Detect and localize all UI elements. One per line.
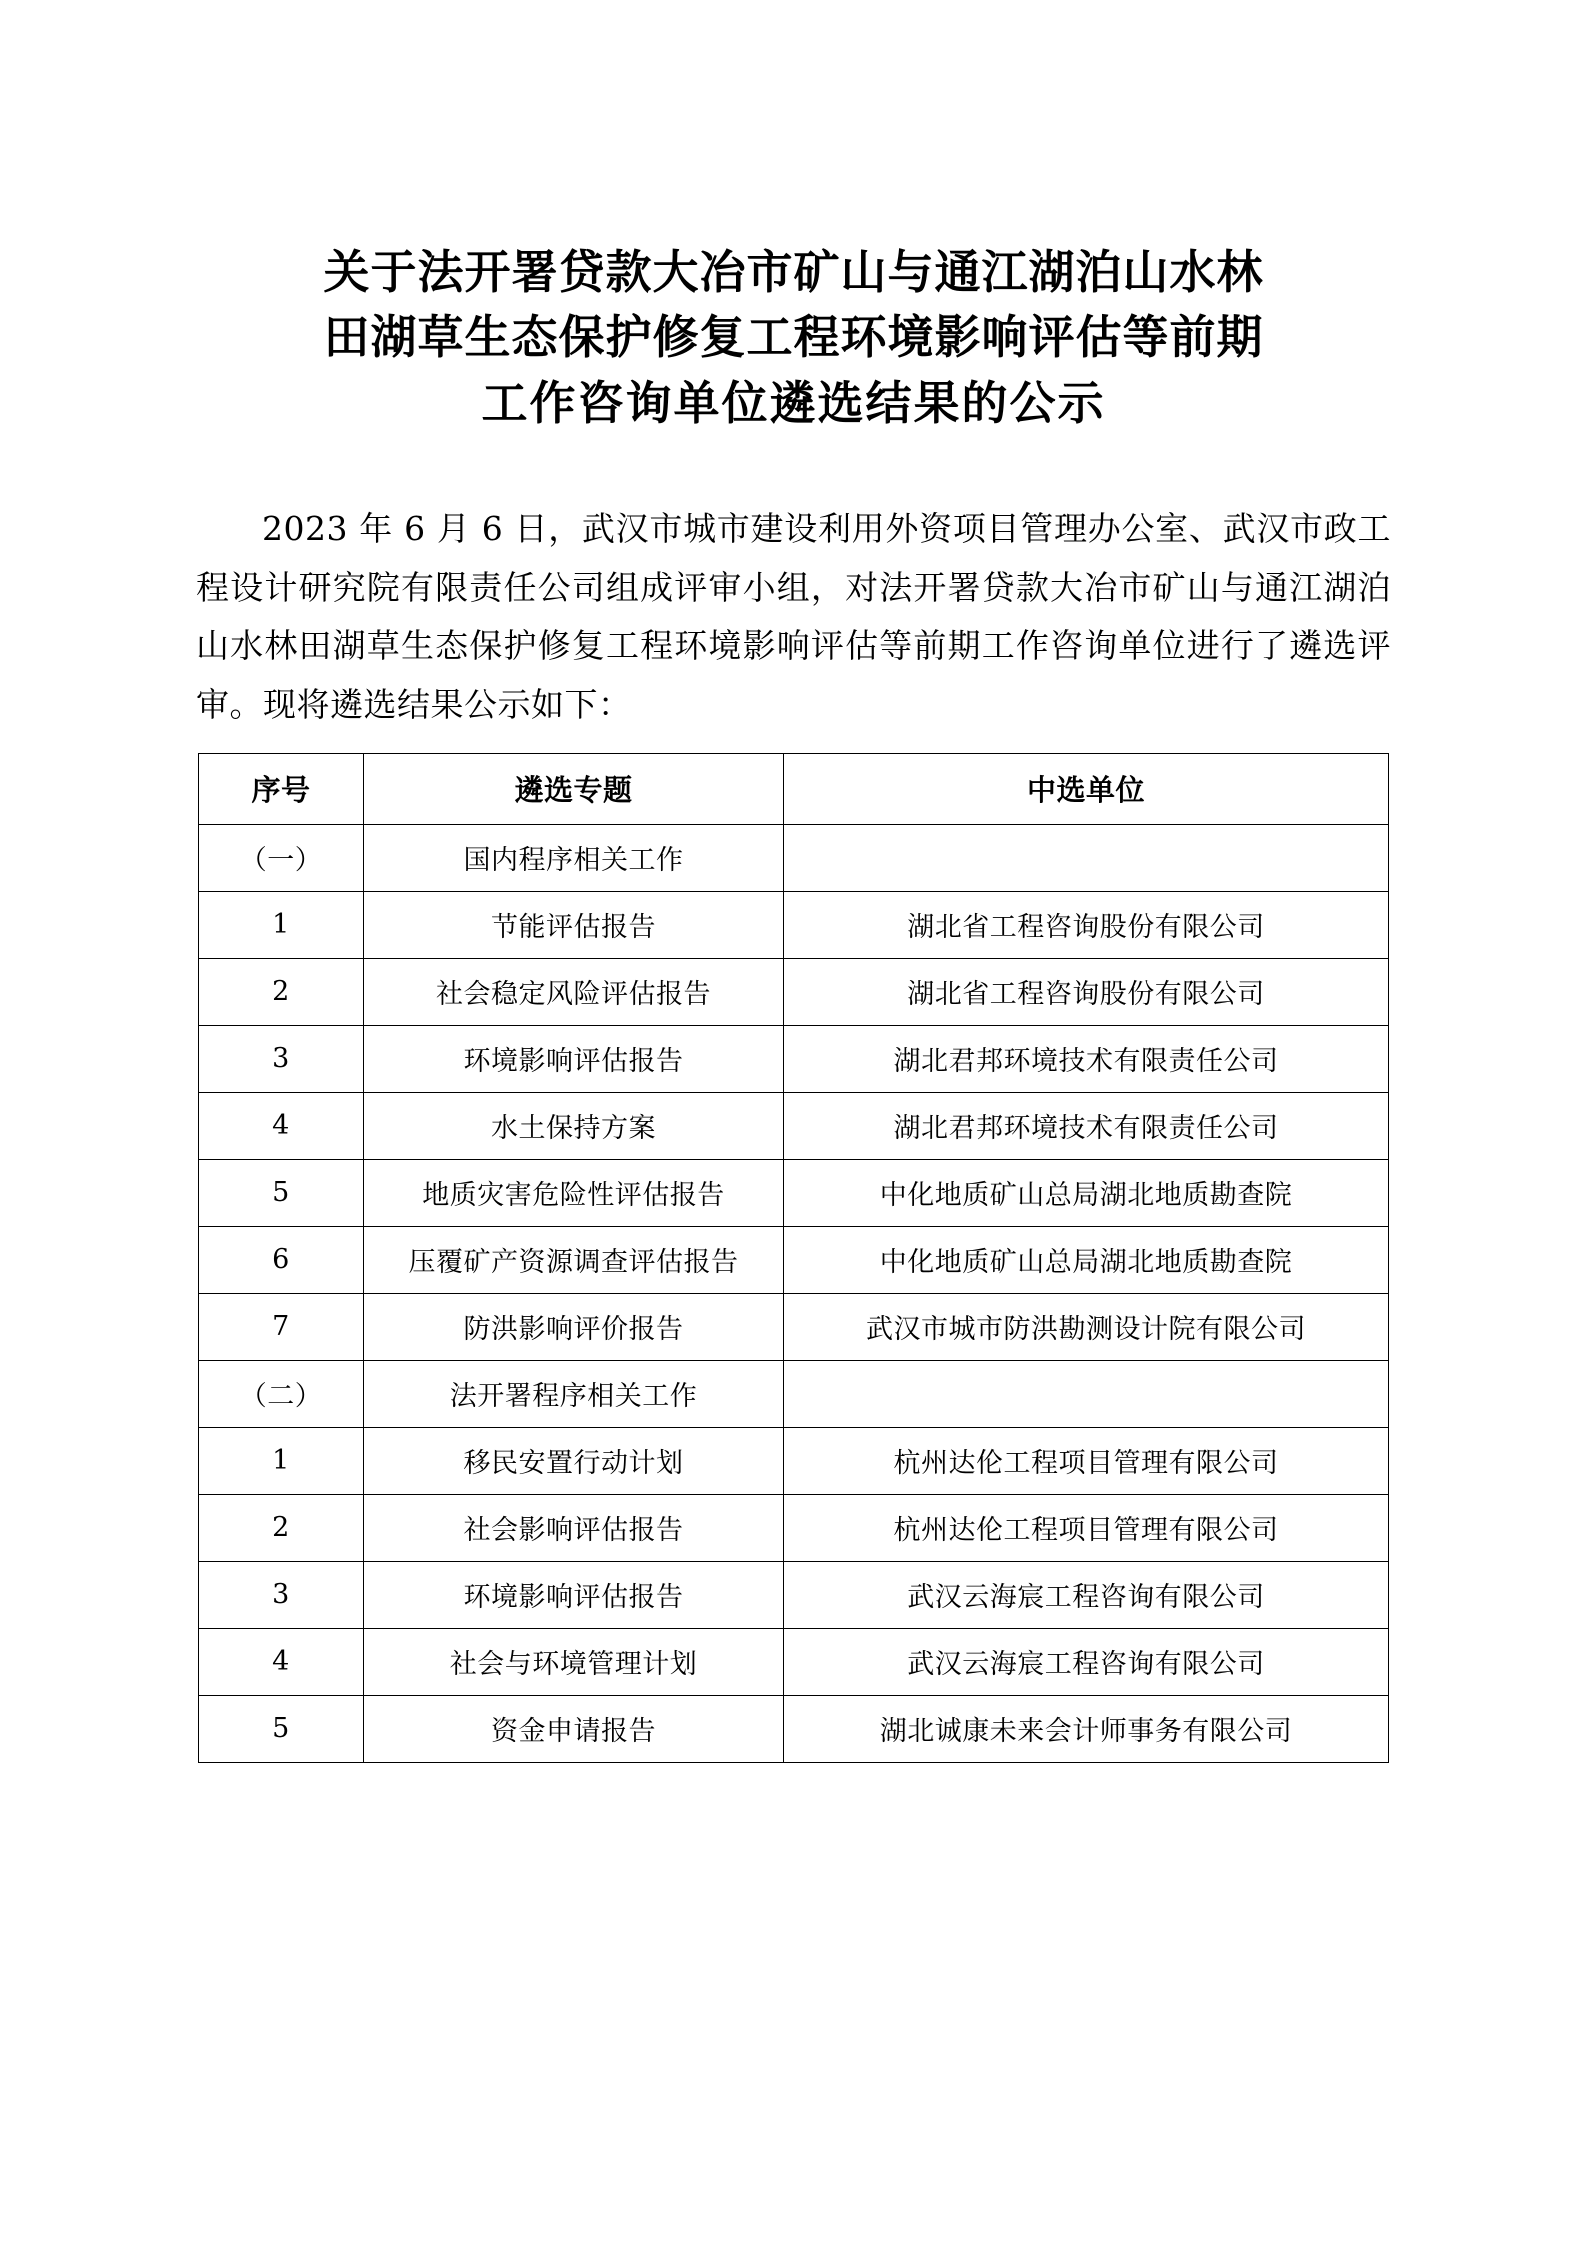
cell-unit: [784, 824, 1389, 891]
cell-no: 2: [199, 958, 364, 1025]
column-header-unit: 中选单位: [784, 753, 1389, 824]
cell-unit: 湖北君邦环境技术有限责任公司: [784, 1092, 1389, 1159]
column-header-topic: 遴选专题: [364, 753, 784, 824]
table-row: [199, 824, 1389, 891]
cell-topic: 社会稳定风险评估报告: [364, 958, 784, 1025]
cell-no: 3: [199, 1561, 364, 1628]
table-row: [199, 1159, 1389, 1226]
table-row: [199, 1561, 1389, 1628]
cell-topic: 节能评估报告: [364, 891, 784, 958]
title-line-3: 工作咨询单位遴选结果的公示: [481, 375, 1106, 430]
cell-unit: 中化地质矿山总局湖北地质勘查院: [784, 1226, 1389, 1293]
table-row: [199, 1025, 1389, 1092]
cell-no: 4: [199, 1092, 364, 1159]
cell-unit: 湖北诚康未来会计师事务有限公司: [784, 1695, 1389, 1762]
cell-topic: 国内程序相关工作: [364, 824, 784, 891]
cell-no: 5: [199, 1159, 364, 1226]
cell-unit: 武汉云海宸工程咨询有限公司: [784, 1628, 1389, 1695]
selection-results-table: [198, 753, 1389, 1763]
cell-no: 5: [199, 1695, 364, 1762]
table-row: [199, 1427, 1389, 1494]
cell-unit: 杭州达伦工程项目管理有限公司: [784, 1494, 1389, 1561]
cell-unit: 湖北省工程咨询股份有限公司: [784, 891, 1389, 958]
cell-topic: 水土保持方案: [364, 1092, 784, 1159]
cell-no: （一）: [199, 824, 364, 891]
cell-no: （二）: [199, 1360, 364, 1427]
cell-topic: 社会影响评估报告: [364, 1494, 784, 1561]
cell-unit: 武汉云海宸工程咨询有限公司: [784, 1561, 1389, 1628]
table-row: [199, 1092, 1389, 1159]
table-row: [199, 1293, 1389, 1360]
cell-no: 6: [199, 1226, 364, 1293]
cell-unit: 杭州达伦工程项目管理有限公司: [784, 1427, 1389, 1494]
cell-unit: [784, 1360, 1389, 1427]
table-row: [199, 1494, 1389, 1561]
table-row: [199, 958, 1389, 1025]
table-row: [199, 1695, 1389, 1762]
cell-topic: 压覆矿产资源调查评估报告: [364, 1226, 784, 1293]
column-header-no: 序号: [199, 753, 364, 824]
cell-no: 1: [199, 891, 364, 958]
cell-no: 3: [199, 1025, 364, 1092]
cell-unit: 中化地质矿山总局湖北地质勘查院: [784, 1159, 1389, 1226]
table-row: [199, 1226, 1389, 1293]
cell-topic: 法开署程序相关工作: [364, 1360, 784, 1427]
cell-topic: 社会与环境管理计划: [364, 1628, 784, 1695]
cell-topic: 环境影响评估报告: [364, 1025, 784, 1092]
cell-no: 7: [199, 1293, 364, 1360]
cell-topic: 地质灾害危险性评估报告: [364, 1159, 784, 1226]
page-title: [196, 240, 1391, 436]
table-row: [199, 1628, 1389, 1695]
table-row: [199, 1360, 1389, 1427]
intro-paragraph: 2023 年 6 月 6 日，武汉市城市建设利用外资项目管理办公室、武汉市政工程设计研究院有限责任公司组成评审小组，对法开署贷款大冶市矿山与通江湖泊山水林田湖草生态保护修复工程环境影响评估等前期工作咨询单位进行了遴选评审。现将遴选结果公示如下：: [196, 508, 1391, 725]
table-body: [199, 824, 1389, 1762]
cell-unit: 湖北君邦环境技术有限责任公司: [784, 1025, 1389, 1092]
table-row: [199, 891, 1389, 958]
cell-topic: 环境影响评估报告: [364, 1561, 784, 1628]
intro-paragraph-container: [196, 500, 1391, 735]
cell-no: 2: [199, 1494, 364, 1561]
cell-topic: 资金申请报告: [364, 1695, 784, 1762]
title-line-2: 田湖草生态保护修复工程环境影响评估等前期: [323, 310, 1264, 365]
cell-no: 1: [199, 1427, 364, 1494]
cell-unit: 湖北省工程咨询股份有限公司: [784, 958, 1389, 1025]
cell-unit: 武汉市城市防洪勘测设计院有限公司: [784, 1293, 1389, 1360]
cell-no: 4: [199, 1628, 364, 1695]
cell-topic: 防洪影响评价报告: [364, 1293, 784, 1360]
table-header-row: [199, 753, 1389, 824]
title-line-1: 关于法开署贷款大冶市矿山与通江湖泊山水林: [323, 245, 1264, 299]
cell-topic: 移民安置行动计划: [364, 1427, 784, 1494]
